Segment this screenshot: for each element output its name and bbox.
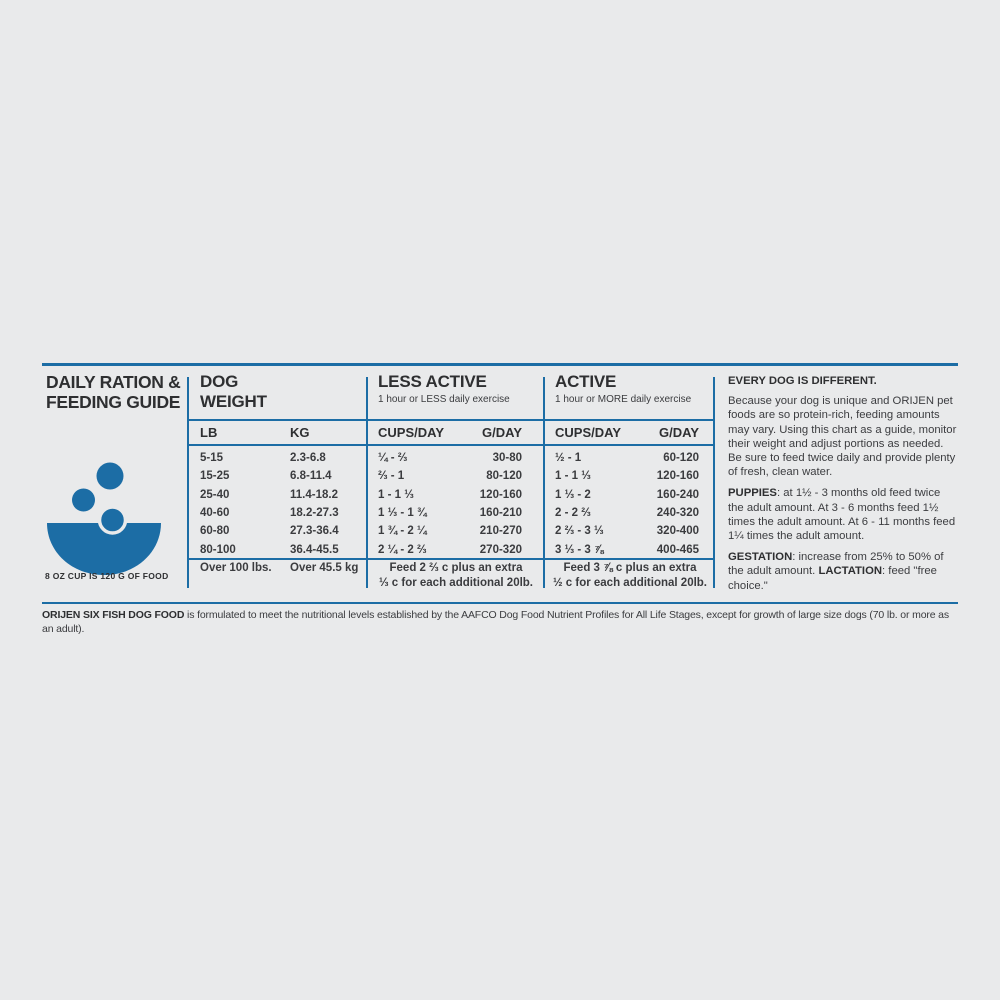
kg-cell: 11.4-18.2 <box>290 488 338 501</box>
grams-cell: 60-120 <box>663 452 699 465</box>
table-row <box>378 486 522 504</box>
table-row <box>378 449 522 467</box>
column-divider <box>543 377 545 588</box>
grams-cell: 120-160 <box>479 488 522 501</box>
weight-heading-line2: WEIGHT <box>200 392 267 411</box>
lb-cell: 60-80 <box>200 525 230 538</box>
active-footer-line1: Feed 3 ⅞ c plus an extra <box>563 562 697 574</box>
grams-cell: 240-320 <box>656 507 699 520</box>
active-subheading: 1 hour or MORE daily exercise <box>555 394 692 405</box>
guide-title <box>46 372 181 412</box>
table-row <box>555 504 699 522</box>
puppies-text: : at 1½ - 3 months old feed twice the adult amount. At 3 - 6 months feed 1½ times the adult amount. At 6 - 11 months feed 1¼ times the adult amount. <box>728 487 956 543</box>
kg-cell: 2.3-6.8 <box>290 452 326 465</box>
less-active-heading: LESS ACTIVE <box>378 372 487 391</box>
over-lb-cell: Over 100 lbs. <box>200 562 272 574</box>
less-active-rows <box>378 449 522 559</box>
kg-cell: 18.2-27.3 <box>290 507 339 520</box>
cups-cell: 1 - 1 ⅓ <box>378 488 414 501</box>
grams-cell: 160-210 <box>479 507 522 520</box>
lb-cell: 15-25 <box>200 470 230 483</box>
cups-cell: ½ - 1 <box>555 452 582 465</box>
col-header-g: G/DAY <box>659 425 699 440</box>
active-heading: ACTIVE <box>555 372 617 391</box>
cups-cell: 1 ¾ - 2 ¼ <box>378 525 427 538</box>
grams-cell: 160-240 <box>656 488 699 501</box>
cups-cell: 2 ¼ - 2 ⅔ <box>378 543 427 556</box>
col-header-g: G/DAY <box>482 425 522 440</box>
header-underline <box>187 419 715 421</box>
grams-cell: 320-400 <box>656 525 699 538</box>
column-divider <box>366 377 368 588</box>
disclaimer-text: is formulated to meet the nutritional levels established by the AAFCO Dog Food Nutrient Profiles for All Life Stages, except for growth of large size dogs (70 lb. or more as an adult). <box>42 609 949 635</box>
aafco-disclaimer <box>42 609 958 636</box>
kg-cell: 27.3-36.4 <box>290 525 339 538</box>
lb-cell: 40-60 <box>200 507 230 520</box>
table-row <box>378 467 522 485</box>
weight-heading-line1: DOG <box>200 372 239 391</box>
table-row <box>200 486 358 504</box>
col-header-kg: KG <box>290 425 310 440</box>
notes-paragraph-gestation <box>728 550 959 593</box>
col-header-lb: LB <box>200 425 218 440</box>
grams-cell: 80-120 <box>486 470 522 483</box>
table-row <box>555 449 699 467</box>
active-footer-line2: ½ c for each additional 20lb. <box>552 577 707 589</box>
cups-cell: 2 - 2 ⅔ <box>555 507 591 520</box>
lb-cell: 80-100 <box>200 543 236 556</box>
kg-cell: 6.8-11.4 <box>290 470 332 483</box>
lactation-label: LACTATION <box>818 565 883 578</box>
lactation-text: : feed "free choice." <box>728 565 937 592</box>
notes-paragraph-general: Because your dog is unique and ORIJEN pet foods are so protein-rich, feeding amounts may vary. Using this chart as a guide, monitor their weight and adjust portions as needed. Be sure to feed twice daily and provide plenty of fresh, clean water. <box>728 395 957 479</box>
column-divider <box>187 377 189 588</box>
dog-food-bowl-icon <box>47 458 161 581</box>
table-row <box>200 467 358 485</box>
cups-cell: 1 ⅓ - 1 ¾ <box>378 507 427 520</box>
cups-cell: 2 ⅔ - 3 ⅓ <box>555 525 604 538</box>
cups-cell: ¼ - ⅔ <box>378 452 408 465</box>
over-kg-cell: Over 45.5 kg <box>290 562 359 574</box>
table-row <box>378 522 522 540</box>
table-row <box>555 467 699 485</box>
puppies-label: PUPPIES <box>728 487 777 500</box>
subheader-underline <box>187 444 715 446</box>
notes-heading: EVERY DOG IS DIFFERENT. <box>728 375 877 387</box>
cups-cell: ⅔ - 1 <box>378 470 405 483</box>
active-footer <box>547 561 713 591</box>
cups-cell: 3 ⅓ - 3 ⅞ <box>555 543 604 556</box>
gestation-text: : increase from 25% to 50% of the adult amount. <box>728 551 944 578</box>
guide-title-line1: DAILY RATION & <box>46 372 181 392</box>
gestation-label: GESTATION <box>728 551 793 564</box>
grams-cell: 30-80 <box>492 452 522 465</box>
less-active-footer <box>370 561 542 591</box>
less-active-footer-line1: Feed 2 ⅔ c plus an extra <box>389 562 523 574</box>
grams-cell: 400-465 <box>656 543 699 556</box>
notes-paragraph-puppies <box>728 486 959 543</box>
bottom-rule <box>42 602 958 604</box>
table-row <box>555 522 699 540</box>
top-rule <box>42 363 958 366</box>
table-row <box>200 522 358 540</box>
table-row <box>200 449 358 467</box>
grams-cell: 210-270 <box>479 525 522 538</box>
less-active-subheading: 1 hour or LESS daily exercise <box>378 394 510 405</box>
column-divider <box>713 377 715 588</box>
kg-cell: 36.4-45.5 <box>290 543 339 556</box>
table-row <box>555 540 699 558</box>
notes-column <box>728 374 959 600</box>
weight-rows <box>200 449 358 559</box>
lb-cell: 25-40 <box>200 488 230 501</box>
disclaimer-product-name: ORIJEN SIX FISH DOG FOOD <box>42 609 185 621</box>
cup-measure-note: 8 OZ CUP IS 120 G OF FOOD <box>45 571 169 581</box>
cups-cell: 1 ⅓ - 2 <box>555 488 591 501</box>
active-rows <box>555 449 699 559</box>
grams-cell: 120-160 <box>656 470 699 483</box>
guide-title-line2: FEEDING GUIDE <box>46 392 181 412</box>
col-header-cups: CUPS/DAY <box>555 425 621 440</box>
over-weight-row <box>200 562 370 574</box>
table-row <box>200 540 358 558</box>
cups-cell: 1 - 1 ⅓ <box>555 470 591 483</box>
lb-cell: 5-15 <box>200 452 224 465</box>
grams-cell: 270-320 <box>479 543 522 556</box>
table-row <box>555 486 699 504</box>
table-row <box>378 504 522 522</box>
col-header-cups: CUPS/DAY <box>378 425 444 440</box>
less-active-footer-line2: ⅓ c for each additional 20lb. <box>378 577 533 589</box>
table-row <box>378 540 522 558</box>
table-row <box>200 504 358 522</box>
weight-section-heading <box>200 372 267 412</box>
